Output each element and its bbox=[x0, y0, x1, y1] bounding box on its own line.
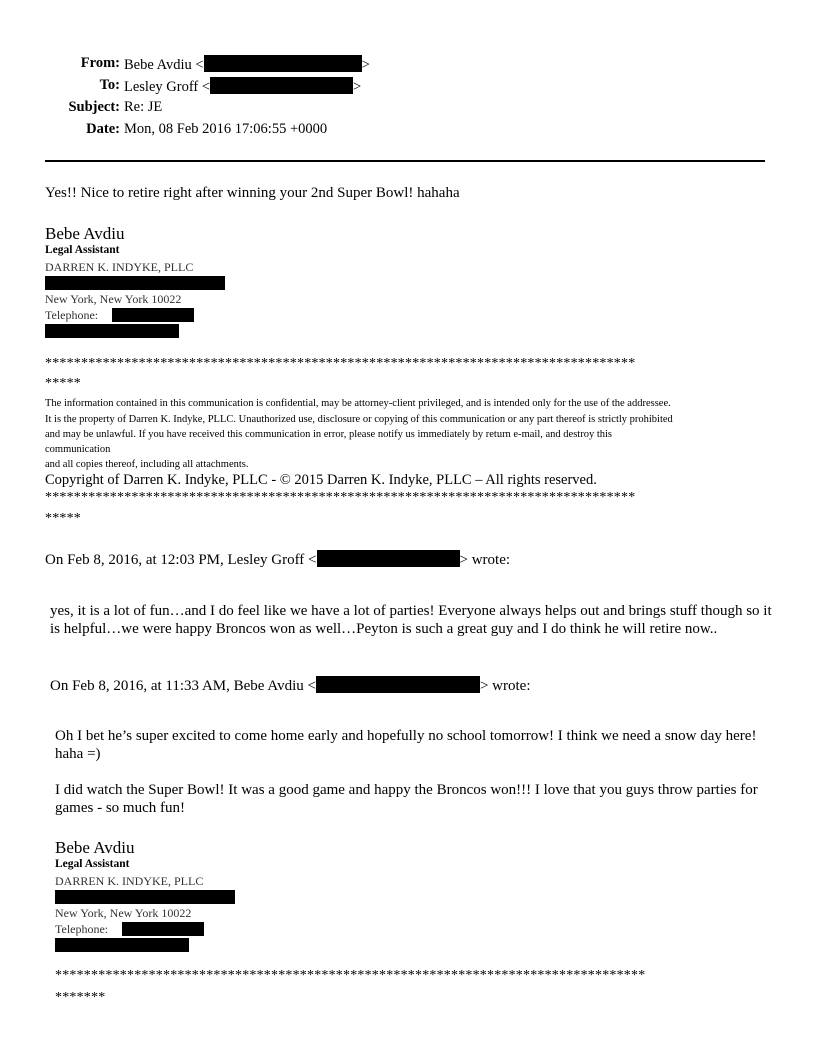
message-body: Yes!! Nice to retire right after winning your 2nd Super Bowl! hahaha bbox=[45, 185, 460, 201]
to-name: Lesley Groff < bbox=[124, 79, 211, 95]
quoted-paragraph: I did watch the Super Bowl! It was a good game and happy the Broncos won!!! I love that you guys throw parties for games - so much fun! bbox=[55, 782, 758, 816]
signature-firm: DARREN K. INDYKE, PLLC bbox=[45, 260, 194, 274]
redaction-block bbox=[317, 550, 460, 567]
redaction-block bbox=[55, 938, 189, 952]
stars-divider: ********************************************************************************** bbox=[45, 490, 636, 505]
stars-divider-tail: ***** bbox=[45, 376, 81, 391]
from-close: > bbox=[361, 57, 370, 73]
signature-city: New York, New York 10022 bbox=[45, 292, 182, 306]
to-value bbox=[124, 77, 361, 96]
stars-divider-tail: ***** bbox=[45, 511, 81, 526]
attribution-wrote: > wrote: bbox=[479, 678, 531, 694]
from-label: From: bbox=[80, 55, 120, 71]
stars-divider-tail: ******* bbox=[55, 990, 106, 1005]
subject-value: Re: JE bbox=[124, 99, 163, 115]
attribution-text: On Feb 8, 2016, at 11:33 AM, Bebe Avdiu < bbox=[50, 678, 316, 694]
signature-city: New York, New York 10022 bbox=[55, 906, 192, 920]
redaction-block bbox=[316, 676, 480, 693]
redaction-block bbox=[204, 55, 362, 72]
signature-title: Legal Assistant bbox=[55, 858, 130, 870]
from-name: Bebe Avdiu < bbox=[124, 57, 204, 73]
signature-telephone bbox=[55, 922, 108, 937]
redaction-block bbox=[45, 324, 179, 338]
signature-name: Bebe Avdiu bbox=[55, 838, 135, 857]
redaction-block bbox=[112, 308, 194, 322]
telephone-label: Telephone: bbox=[45, 308, 99, 322]
disclaimer-line: It is the property of Darren K. Indyke, PLLC. Unauthorized use, disclosure or copying of this communication or any part thereof is strictly prohibited bbox=[45, 414, 673, 425]
quote-attribution bbox=[50, 676, 530, 695]
redaction-block bbox=[210, 77, 353, 94]
stars-divider: ********************************************************************************** bbox=[55, 968, 646, 983]
copyright-notice: Copyright of Darren K. Indyke, PLLC - © 2015 Darren K. Indyke, PLLC – All rights reserved. bbox=[45, 472, 597, 488]
disclaimer-line: and may be unlawful. If you have received this communication in error, please notify us immediately by return e-mail, and destroy this bbox=[45, 429, 612, 440]
signature-title: Legal Assistant bbox=[45, 244, 120, 256]
to-close: > bbox=[353, 79, 362, 95]
redaction-block bbox=[122, 922, 204, 936]
from-value bbox=[124, 55, 370, 74]
signature-name: Bebe Avdiu bbox=[45, 224, 125, 243]
header-divider bbox=[45, 160, 765, 162]
telephone-label: Telephone: bbox=[55, 922, 109, 936]
disclaimer-line: communication bbox=[45, 444, 111, 455]
signature-telephone bbox=[45, 308, 98, 323]
signature-firm: DARREN K. INDYKE, PLLC bbox=[55, 874, 204, 888]
date-label: Date: bbox=[86, 121, 120, 137]
date-value: Mon, 08 Feb 2016 17:06:55 +0000 bbox=[124, 121, 328, 137]
disclaimer-line: The information contained in this communication is confidential, may be attorney-client privileged, and is intended only for the use of the addressee. bbox=[45, 398, 671, 409]
quoted-paragraph: Oh I bet he’s super excited to come home early and hopefully no school tomorrow! I think we need a snow day here! haha =) bbox=[55, 728, 757, 762]
attribution-text: On Feb 8, 2016, at 12:03 PM, Lesley Groff < bbox=[45, 552, 317, 568]
subject-label: Subject: bbox=[68, 99, 120, 115]
redaction-block bbox=[45, 276, 225, 290]
quote-attribution bbox=[45, 550, 510, 569]
to-label: To: bbox=[99, 77, 120, 93]
disclaimer-line: and all copies thereof, including all attachments. bbox=[45, 459, 249, 470]
stars-divider: ********************************************************************************** bbox=[45, 356, 636, 371]
quoted-message: yes, it is a lot of fun…and I do feel like we have a lot of parties! Everyone always helps out and brings stuff though so it is helpful…we were happy Broncos won as well…Peyton is such a great guy and I do think he will retire now.. bbox=[50, 603, 772, 637]
attribution-wrote: > wrote: bbox=[459, 552, 511, 568]
redaction-block bbox=[55, 890, 235, 904]
